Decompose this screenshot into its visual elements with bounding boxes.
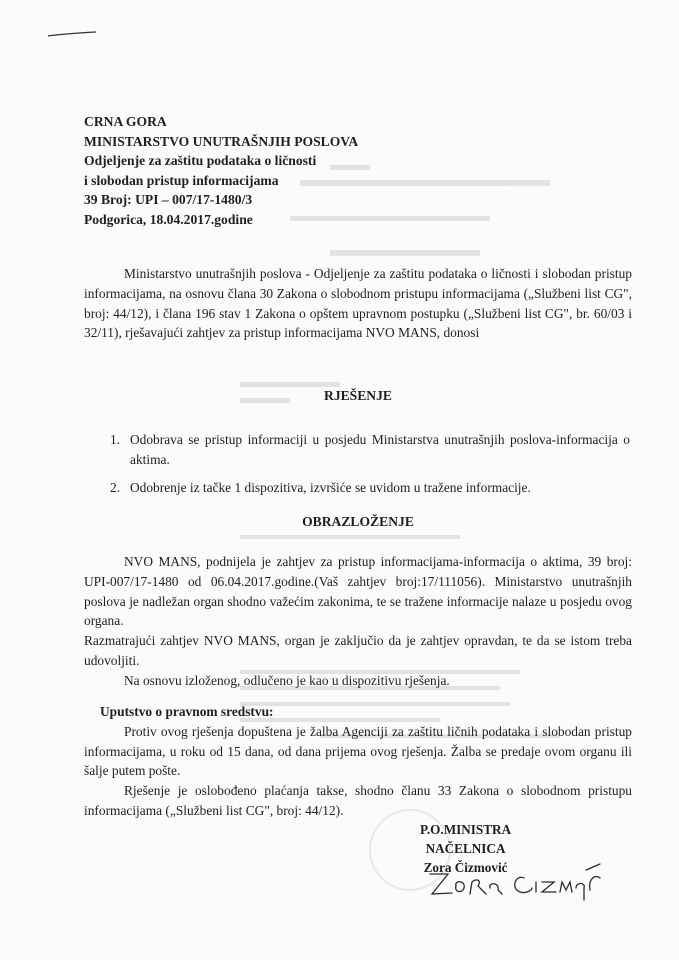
department-line-1: Odjeljenje za zaštitu podataka o ličnosti (84, 153, 317, 168)
decision-item-number: 2. (110, 480, 121, 495)
department-line-2: i slobodan pristup informacijama (84, 172, 279, 188)
signatory-name: Zora Čizmović (423, 860, 508, 875)
decision-item-2 (110, 478, 630, 498)
signatory-title: P.O.MINISTRA (420, 822, 512, 837)
reasoning-title: OBRAZLOŽENJE (302, 514, 414, 529)
reasoning-paragraph-2: Razmatrajući zahtjev NVO MANS, organ je zaključio da je zahtjev opravdan, te da se istom treba udovoljiti. (84, 633, 632, 668)
decision-item-number: 1. (110, 432, 121, 447)
reasoning-paragraph-1: NVO MANS, podnijela je zahtjev za pristup informacijama-informacija o aktima, 39 broj: UPI-007/17-1480 od 06.04.2017.godine.(Vaš zahtjev broj:17/111056). Ministarstvo unutrašnjih poslova je nadležan organ shodno važećim zakonima, te se tražene informacije nalaze u posjedu ovog organa. (84, 554, 632, 629)
legal-paragraph-2: Rješenje je oslobođeno plaćanja takse, shodno članu 33 Zakona o slobodnom pristupu informacijama („Službeni list CG", broj: 44/12). (84, 783, 632, 818)
decision-item-1 (110, 430, 630, 470)
legal-paragraph-1: Protiv ovog rješenja dopuštena je žalba Agenciji za zaštitu ličnih podataka i slobodan pristup informacijama, u roku od 15 dana, od dana prijema ovog rješenja. Žalba se predaje ovom organu ili šalje putem pošte. (84, 723, 632, 779)
legal-section (84, 702, 632, 821)
handwritten-signature (424, 860, 604, 902)
document-header (84, 112, 358, 229)
decision-title: RJEŠENJE (324, 388, 392, 403)
reference-number: 39 Broj: UPI – 007/17-1480/3 (84, 192, 253, 207)
decision-item-text: Odobrenje iz tačke 1 dispozitiva, izvršiće se uvidom u tražene informacije. (130, 480, 531, 495)
signatory-role: NAČELNICA (425, 841, 506, 856)
country-name: CRNA GORA (84, 114, 167, 129)
legal-title: Uputstvo o pravnom sredstvu: (100, 704, 274, 719)
reasoning-section (84, 552, 632, 691)
reasoning-paragraph-3: Na osnovu izloženog, odlučeno je kao u dispozitivu rješenja. (124, 672, 450, 688)
intro-section (84, 264, 632, 343)
place-and-date: Podgorica, 18.04.2017.godine (84, 211, 253, 227)
intro-paragraph: Ministarstvo unutrašnjih poslova - Odjeljenje za zaštitu podataka o ličnosti i slobodan pristup informacijama, na osnovu člana 30 Zakona o slobodnom pristupu informacijama („Službeni list CG", broj: 44/12), i člana 196 stav 1 Zakona o opštem upravnom postupku („Službeni list CG", br. 60/03 i 32/11), rješavajući zahtjev za pristup informacijama NVO MANS, donosi (84, 266, 632, 341)
ministry-name: MINISTARSTVO UNUTRAŠNJIH POSLOVA (84, 133, 359, 149)
decision-item-text: Odobrava se pristup informaciji u posjedu Ministarstva unutrašnjih poslova-informacija o aktima. (130, 432, 630, 467)
pen-mark (47, 30, 97, 38)
